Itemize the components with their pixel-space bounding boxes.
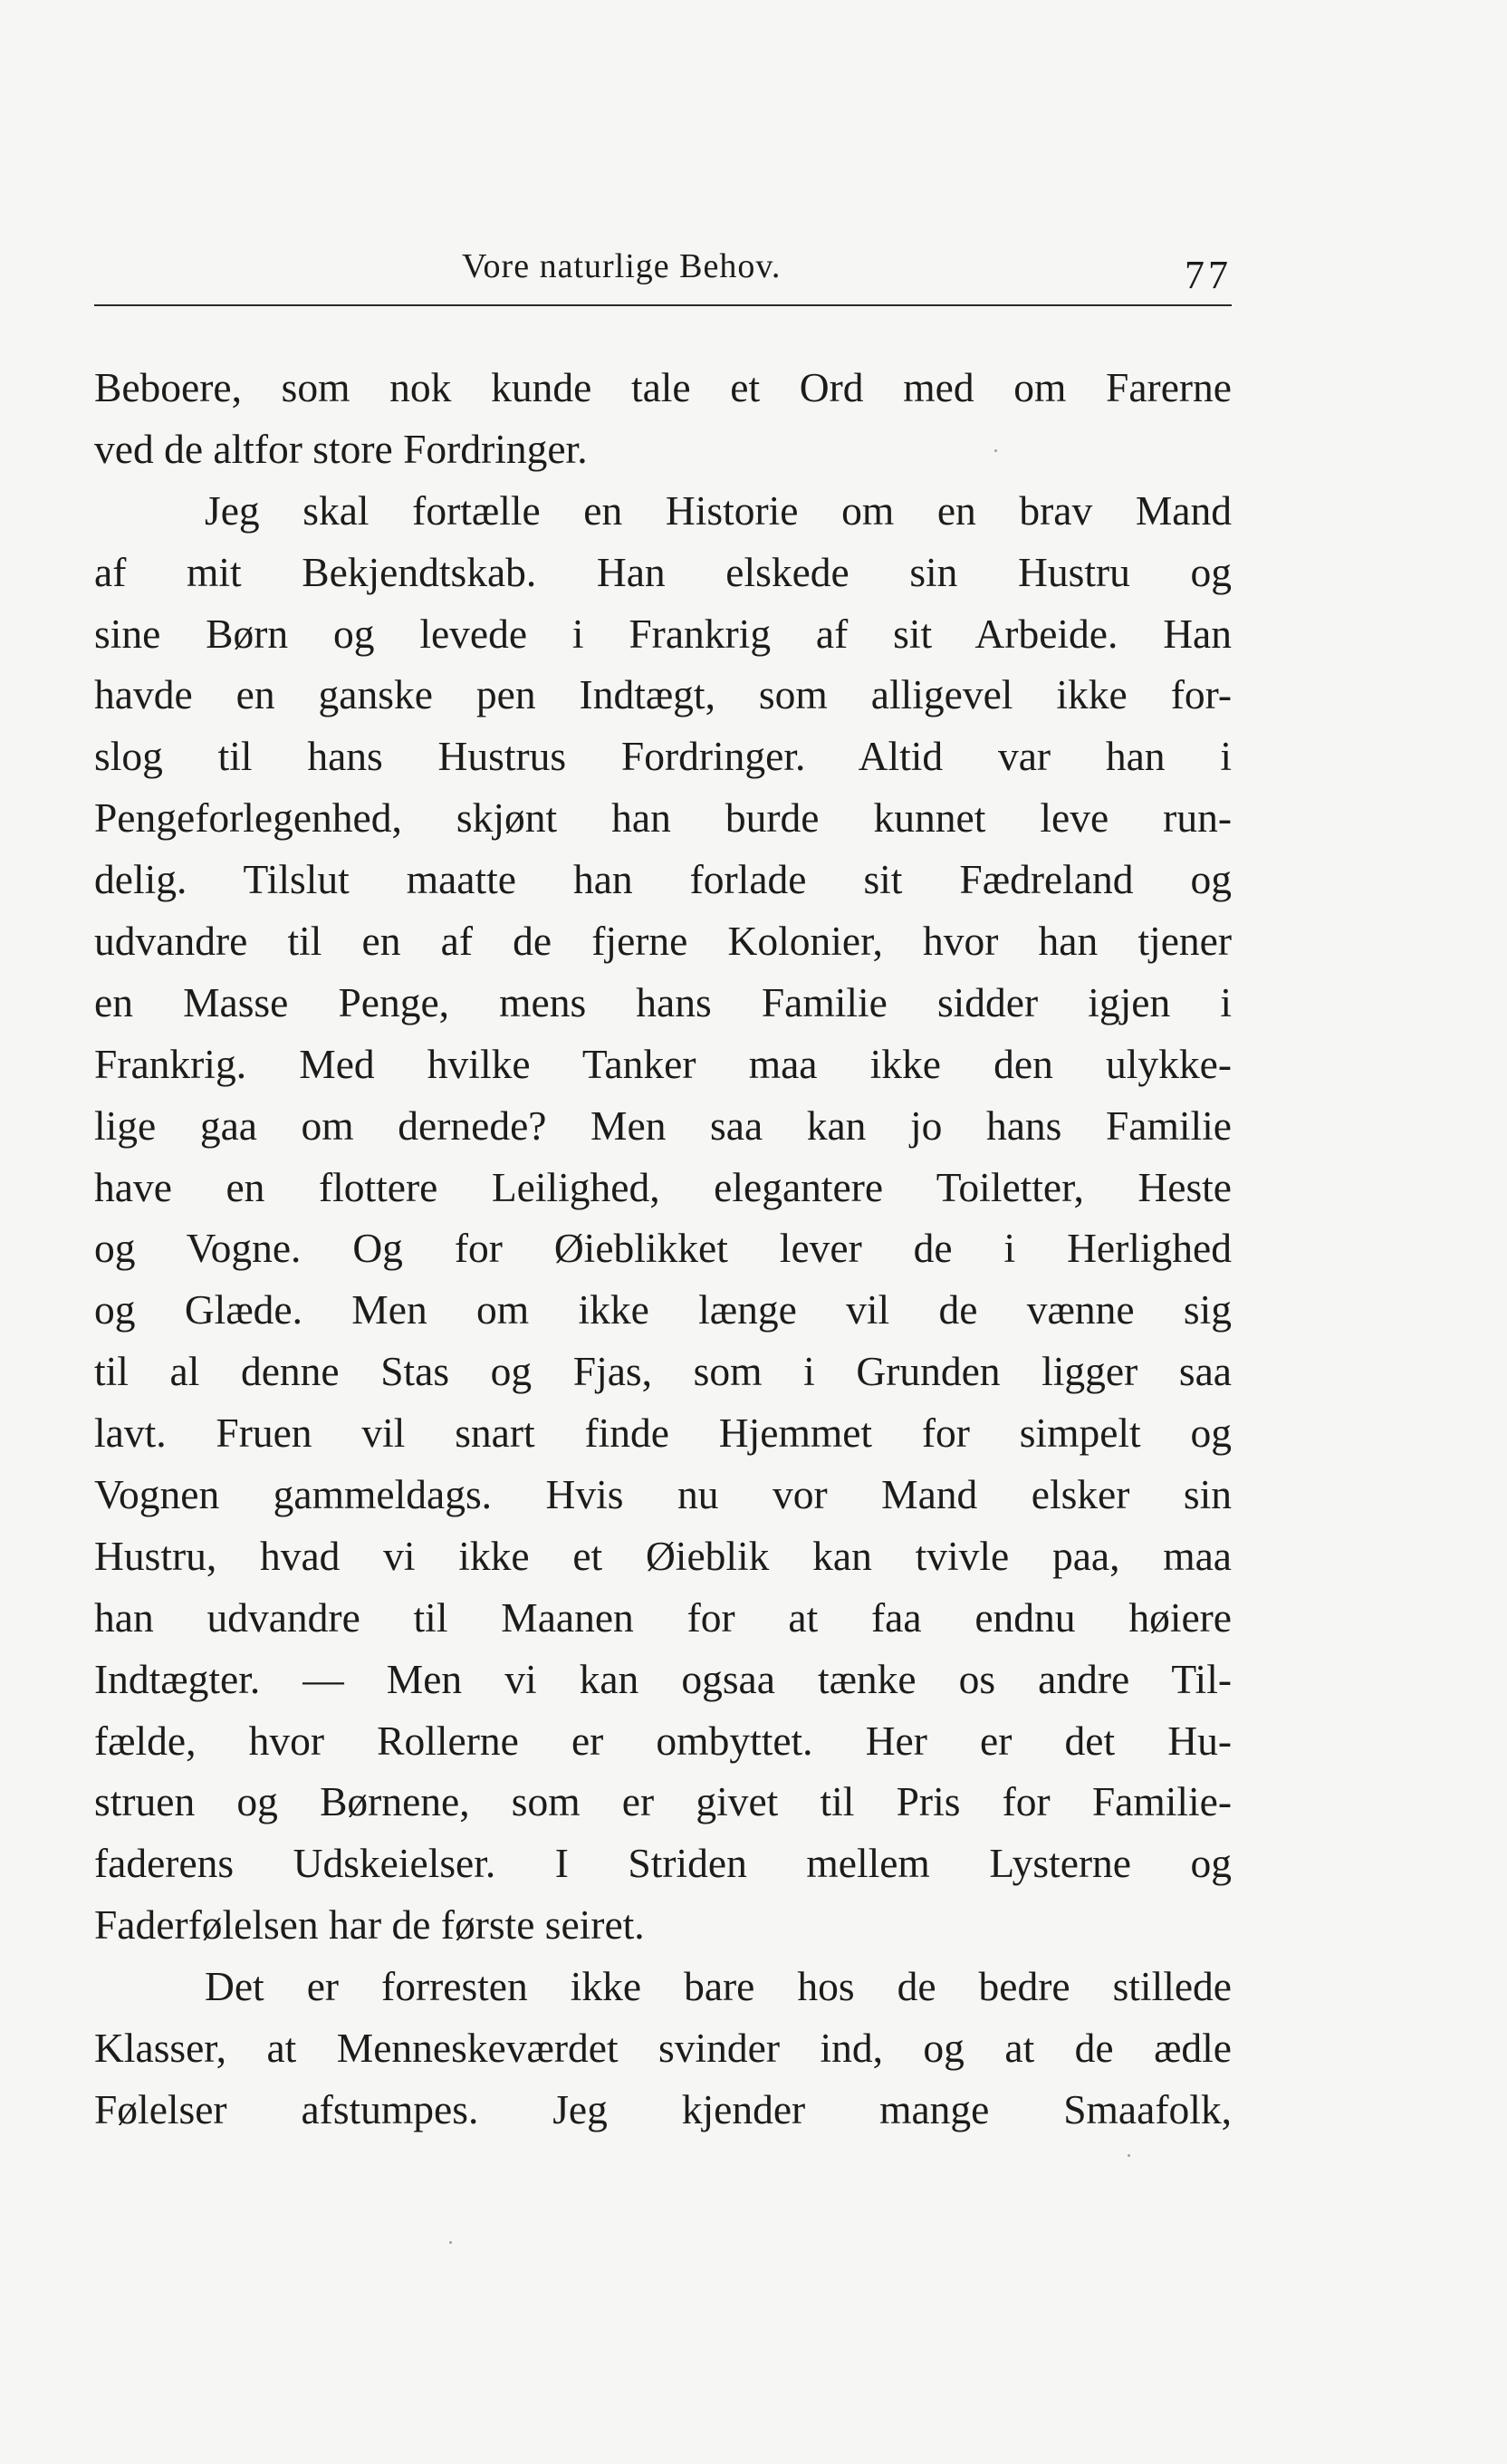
text-line: og Glæde. Men om ikke længe vil de vænne sig bbox=[94, 1286, 1232, 1333]
text-line: lavt. Fruen vil snart finde Hjemmet for simpelt og bbox=[94, 1410, 1232, 1457]
text-line: faderens Udskeielser. I Striden mellem Lysterne og bbox=[94, 1840, 1232, 1887]
running-title: Vore naturlige Behov. bbox=[462, 247, 782, 285]
text-line: Faderfølelsen har de første seiret. bbox=[94, 1901, 645, 1949]
text-line: Følelser afstumpes. Jeg kjender mange Smaafolk, bbox=[94, 2085, 1232, 2132]
text-line: lige gaa om dernede? Men saa kan jo hans Familie bbox=[94, 1102, 1232, 1149]
text-line: og Vogne. Og for Øieblikket lever de i Herlighed bbox=[94, 1225, 1232, 1272]
text-line: have en flottere Leilighed, elegantere Toiletter, Heste bbox=[94, 1163, 1232, 1210]
text-line: struen og Børnene, som er givet til Pris for Familie- bbox=[94, 1778, 1232, 1825]
text-line: Vognen gammeldags. Hvis nu vor Mand elsker sin bbox=[94, 1471, 1232, 1518]
text-line: af mit Bekjendtskab. Han elskede sin Hustru og bbox=[94, 548, 1232, 595]
body-text bbox=[94, 357, 1232, 2141]
running-head bbox=[94, 237, 1232, 310]
text-line: Indtægter. — Men vi kan ogsaa tænke os andre Til- bbox=[94, 1655, 1232, 1702]
text-line: Pengeforlegenhed, skjønt han burde kunnet leve run- bbox=[94, 794, 1232, 842]
paper-speck bbox=[1128, 2154, 1130, 2157]
text-line: havde en ganske pen Indtægt, som alligevel ikke for- bbox=[94, 671, 1232, 718]
text-line: til al denne Stas og Fjas, som i Grunden ligger saa bbox=[94, 1348, 1232, 1395]
text-line: han udvandre til Maanen for at faa endnu høiere bbox=[94, 1593, 1232, 1641]
text-line: en Masse Penge, mens hans Familie sidder igjen i bbox=[94, 978, 1232, 1025]
text-line: Hustru, hvad vi ikke et Øieblik kan tvivle paa, maa bbox=[94, 1532, 1232, 1579]
text-line: slog til hans Hustrus Fordringer. Altid var han i bbox=[94, 733, 1232, 780]
text-line: sine Børn og levede i Frankrig af sit Arbeide. Han bbox=[94, 610, 1232, 657]
text-line: Beboere, som nok kunde tale et Ord med om Farerne bbox=[94, 364, 1232, 410]
paper-speck bbox=[449, 2241, 452, 2244]
text-line: Frankrig. Med hvilke Tanker maa ikke den ulykke- bbox=[94, 1040, 1232, 1087]
page-number: 77 bbox=[1185, 253, 1232, 297]
text-line: Jeg skal fortælle en Historie om en brav Mand bbox=[205, 486, 1232, 534]
text-line: fælde, hvor Rollerne er ombyttet. Her er det Hu- bbox=[94, 1717, 1232, 1764]
text-line: delig. Tilslut maatte han forlade sit Fædreland og bbox=[94, 856, 1232, 903]
text-line: udvandre til en af de fjerne Kolonier, hvor han tjener bbox=[94, 918, 1232, 965]
paper-speck bbox=[994, 449, 997, 452]
text-line: Det er forresten ikke bare hos de bedre stillede bbox=[205, 1963, 1232, 2010]
text-line: Klasser, at Menneskeværdet svinder ind, og at de ædle bbox=[94, 2025, 1232, 2072]
text-line: ved de altfor store Fordringer. bbox=[94, 425, 588, 472]
header-rule bbox=[94, 304, 1232, 306]
